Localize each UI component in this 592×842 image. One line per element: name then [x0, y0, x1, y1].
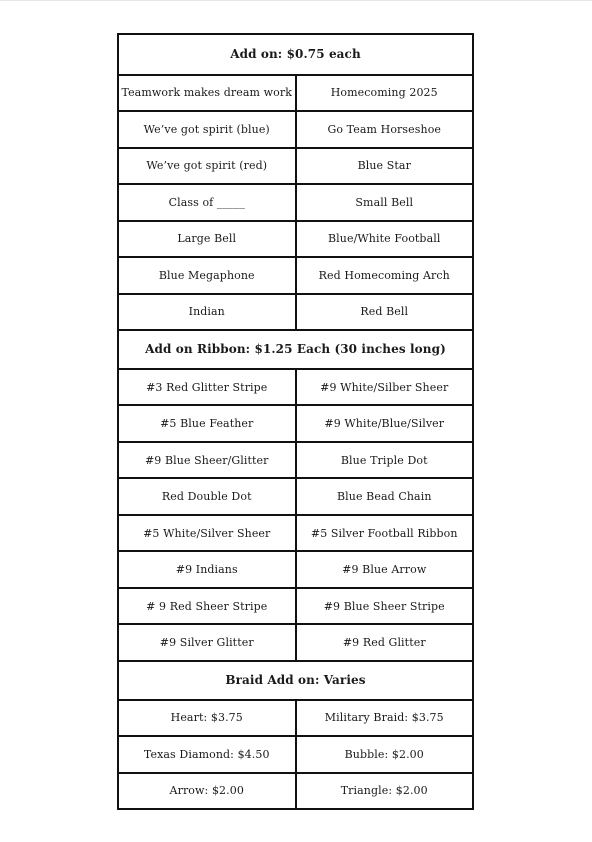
- table-cell: Red Bell: [360, 305, 409, 319]
- table-row: [119, 256, 472, 293]
- table-cell: #5 Blue Feather: [119, 406, 297, 441]
- section-title: Add on Ribbon: $1.25 Each (30 inches long): [145, 342, 446, 357]
- section-header-add-on: [119, 35, 472, 74]
- table-cell: #3 Red Glitter Stripe: [119, 370, 297, 405]
- table-row: [119, 441, 472, 478]
- table-cell: #9 Silver Glitter: [119, 625, 297, 660]
- table-cell: #5 Silver Football Ribbon: [310, 526, 458, 540]
- section-header-ribbon: [119, 329, 472, 368]
- table-cell: Small Bell: [355, 195, 414, 209]
- page-top-divider: [0, 0, 592, 1]
- table-row: [119, 183, 472, 220]
- section-title: Braid Add on: Varies: [225, 673, 366, 688]
- table-row: [119, 293, 472, 330]
- table-row: [119, 623, 472, 660]
- table-row: [119, 368, 472, 405]
- table-row: [119, 587, 472, 624]
- table-cell: Indian: [119, 295, 297, 330]
- table-cell: Blue/White Football: [328, 232, 441, 246]
- table-cell: #9 Red Glitter: [342, 636, 426, 650]
- table-cell: Blue Bead Chain: [336, 490, 432, 504]
- table-cell: # 9 Red Sheer Stripe: [119, 589, 297, 624]
- table-row: [119, 772, 472, 809]
- table-cell: Large Bell: [119, 222, 297, 257]
- table-cell: Homecoming 2025: [330, 86, 438, 100]
- table-row: [119, 477, 472, 514]
- table-cell: Red Double Dot: [119, 479, 297, 514]
- add-on-price-table: [117, 33, 474, 810]
- table-cell: Red Homecoming Arch: [318, 268, 450, 282]
- table-cell: #5 White/Silver Sheer: [119, 516, 297, 551]
- table-cell: Bubble: $2.00: [344, 747, 424, 761]
- table-cell: Arrow: $2.00: [119, 774, 297, 809]
- section-header-braid: [119, 660, 472, 699]
- table-row: [119, 74, 472, 111]
- table-row: [119, 699, 472, 736]
- table-row: [119, 514, 472, 551]
- table-row: [119, 550, 472, 587]
- table-cell: We’ve got spirit (blue): [119, 112, 297, 147]
- table-row: [119, 110, 472, 147]
- table-cell: Go Team Horseshoe: [327, 122, 442, 136]
- table-cell: Texas Diamond: $4.50: [119, 737, 297, 772]
- table-cell: We’ve got spirit (red): [119, 149, 297, 184]
- table-cell: Blue Triple Dot: [340, 453, 428, 467]
- table-cell: Triangle: $2.00: [340, 784, 428, 798]
- table-row: [119, 147, 472, 184]
- table-cell: Class of _____: [119, 185, 297, 220]
- table-cell: #9 Indians: [119, 552, 297, 587]
- table-cell: #9 Blue Sheer/Glitter: [119, 443, 297, 478]
- table-cell: Blue Star: [357, 159, 411, 173]
- table-cell: #9 Blue Arrow: [342, 563, 427, 577]
- table-row: [119, 735, 472, 772]
- table-cell: Teamwork makes dream work: [119, 76, 297, 111]
- table-cell: #9 Blue Sheer Stripe: [323, 599, 445, 613]
- table-cell: #9 White/Silber Sheer: [320, 380, 449, 394]
- table-cell: #9 White/Blue/Silver: [324, 417, 445, 431]
- table-row: [119, 404, 472, 441]
- section-title: Add on: $0.75 each: [230, 47, 361, 62]
- table-cell: Blue Megaphone: [119, 258, 297, 293]
- table-cell: Military Braid: $3.75: [324, 711, 444, 725]
- table-row: [119, 220, 472, 257]
- table-cell: Heart: $3.75: [119, 701, 297, 736]
